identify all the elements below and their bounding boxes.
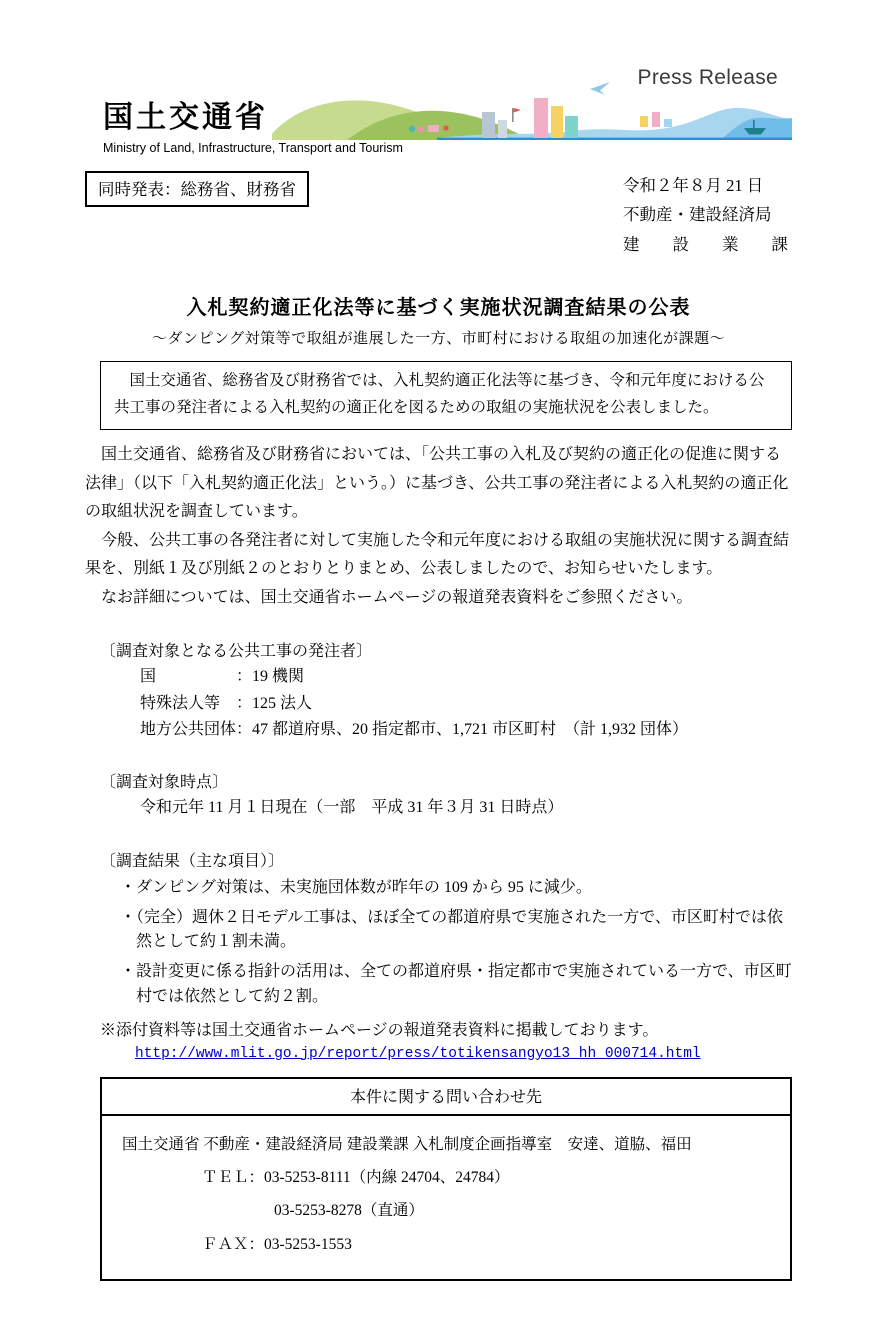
contact-tel-primary: ＴＥＬ：03-5253-8111（内線 24704、24784）	[202, 1169, 510, 1187]
press-link-line	[135, 1044, 792, 1062]
page-title: 入札契約適正化法等に基づく実施状況調査結果の公表	[186, 297, 691, 320]
press-release-link[interactable]: http://www.mlit.go.jp/report/press/totikensangyo13_hh_000714.html	[135, 1045, 701, 1062]
paragraph: なお詳細については、国土交通省ホームページの報道発表資料をご参照ください。	[85, 588, 693, 606]
page-subtitle: ～ダンピング対策等で取組が進展した一方、市町村における取組の加速化が課題～	[151, 331, 726, 348]
section-heading: 〔調査結果（主な項目）〕	[100, 852, 285, 870]
section-heading: 〔調査対象時点〕	[100, 774, 229, 792]
header-banner-graphic	[272, 78, 792, 140]
section-items	[140, 664, 792, 743]
mlit-logo: 国土交通省	[103, 101, 268, 134]
summary-box: 国土交通省、総務省及び財務省では、入札契約適正化法等に基づき、令和元年度における公共工事の発注者による入札契約の適正化を図るための取組の実施状況を公表しました。	[100, 361, 792, 430]
section-items	[120, 876, 792, 1010]
paragraph: 国土交通省、総務省及び財務省においては、「公共工事の入札及び契約の適正化の促進に関する法律」（以下「入札契約適正化法」という。）に基づき、公共工事の発注者による入札契約の適正化の取組状況を調査しています。	[85, 446, 789, 521]
section-items	[140, 795, 792, 821]
joint-release-box: 同時発表：総務省、財務省	[85, 171, 309, 207]
list-item: ・（完全）週休２日モデル工事は、ほぼ全ての都道府県で実施された一方で、市区町村では依然として約１割未満。	[120, 908, 783, 951]
list-item: ・ダンピング対策は、未実施団体数が昨年の 109 から 95 に減少。	[120, 878, 592, 896]
contact-tel-direct: 03-5253-8278（直通）	[274, 1202, 424, 1220]
attachment-note: ※添付資料等は国土交通省ホームページの報道発表資料に掲載しております。	[100, 1021, 659, 1039]
list-item: 令和元年 11 月１日現在（一部 平成 31 年３月 31 日時点）	[140, 799, 564, 817]
meta-row	[85, 171, 792, 259]
body-text	[85, 441, 792, 612]
list-item: 地方公共団体：47 都道府県、20 指定都市、1,721 市区町村 （計 1,932 団体）	[140, 720, 689, 738]
contact-fax: ＦＡＸ：03-5253-1553	[202, 1235, 352, 1253]
header	[85, 96, 792, 140]
list-item: ・設計変更に係る指針の活用は、全ての都道府県・指定都市で実施されている一方で、市区町村では依然として約２割。	[120, 963, 792, 1005]
list-item: 国 ：19 機関	[140, 668, 305, 686]
contact-heading: 本件に関する問い合わせ先	[102, 1079, 790, 1116]
airplane-icon	[590, 82, 610, 95]
division-name: 建 設 業 課	[623, 234, 788, 254]
press-release-label: Press Release	[637, 66, 778, 89]
section-survey-results	[85, 848, 792, 1010]
section-survey-targets	[85, 638, 792, 743]
release-date: 令和２年８月 21 日	[623, 176, 764, 195]
contact-box	[100, 1077, 792, 1281]
list-item: 特殊法人等 ：125 法人	[140, 694, 313, 712]
bureau-name: 不動産・建設経済局	[623, 205, 772, 225]
section-survey-timing	[85, 769, 792, 821]
ministry-name-en: Ministry of Land, Infrastructure, Transport and Tourism	[103, 141, 403, 155]
date-block	[623, 171, 788, 259]
paragraph: 今般、公共工事の各発注者に対して実施した令和元年度における取組の実施状況に関する調査結果を、別紙１及び別紙２のとおりとりまとめ、公表しましたので、お知らせいたします。	[85, 531, 790, 578]
section-heading: 〔調査対象となる公共工事の発注者〕	[100, 643, 373, 661]
contact-body	[102, 1116, 790, 1279]
contact-office: 国土交通省 不動産・建設経済局 建設業課 入札制度企画指導室 安達、道脇、福田	[122, 1135, 692, 1153]
